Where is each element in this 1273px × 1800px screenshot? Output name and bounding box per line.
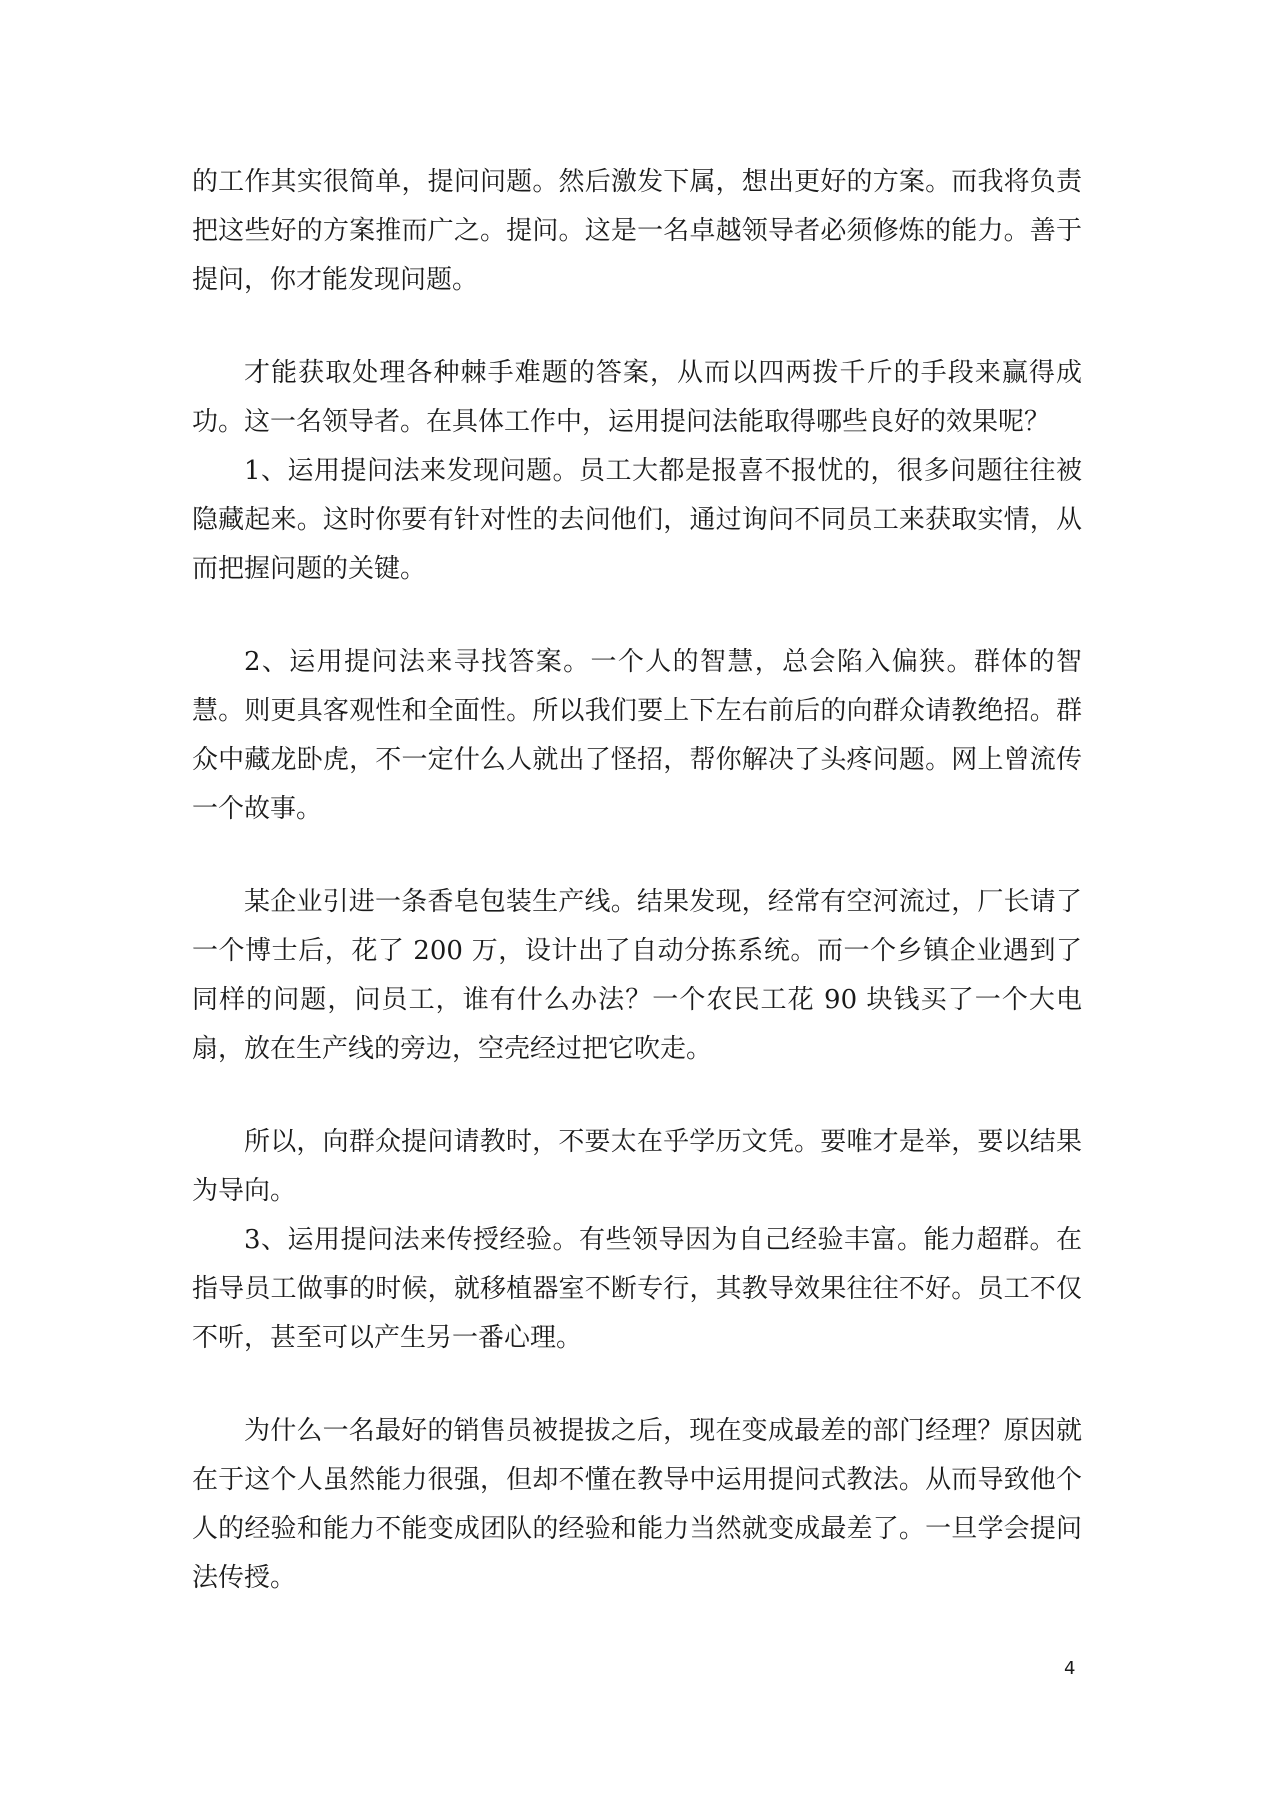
paragraph-1: 的工作其实很简单，提问问题。然后激发下属，想出更好的方案。而我将负责把这些好的方案推而广之。提问。这是一名卓越领导者必须修炼的能力。善于提问，你才能发现问题。 xyxy=(192,167,1082,295)
paragraph-8: 为什么一名最好的销售员被提拔之后，现在变成最差的部门经理？原因就在于这个人虽然能力很强，但却不懂在教导中运用提问式教法。从而导致他个人的经验和能力不能变成团队的经验和能力当然就变成最差了。一旦学会提问法传授。 xyxy=(192,1416,1082,1593)
page-number: 4 xyxy=(1064,1658,1076,1679)
paragraph-7: 3、运用提问法来传授经验。有些领导因为自己经验丰富。能力超群。在指导员工做事的时候，就移植器室不断专行，其教导效果往往不好。员工不仅不听，甚至可以产生另一番心理。 xyxy=(192,1225,1082,1353)
paragraph-3: 1、运用提问法来发现问题。员工大都是报喜不报忧的，很多问题往往被隐藏起来。这时你要有针对性的去问他们，通过询问不同员工来获取实情，从而把握问题的关键。 xyxy=(192,456,1082,584)
paragraph-4: 2、运用提问法来寻找答案。一个人的智慧，总会陷入偏狭。群体的智慧。则更具客观性和全面性。所以我们要上下左右前后的向群众请教绝招。群众中藏龙卧虎，不一定什么人就出了怪招，帮你解决了头疼问题。网上曾流传一个故事。 xyxy=(192,647,1082,824)
paragraph-6: 所以，向群众提问请教时，不要太在乎学历文凭。要唯才是举，要以结果为导向。 xyxy=(192,1127,1082,1206)
document-body xyxy=(192,158,1082,1603)
paragraph-2: 才能获取处理各种棘手难题的答案，从而以四两拨千斤的手段来赢得成功。这一名领导者。在具体工作中，运用提问法能取得哪些良好的效果呢？ xyxy=(192,358,1082,437)
paragraph-5: 某企业引进一条香皂包装生产线。结果发现，经常有空河流过，厂长请了一个博士后，花了 200 万，设计出了自动分拣系统。而一个乡镇企业遇到了同样的问题，问员工，谁有什么办法？一个农民工花 90 块钱买了一个大电扇，放在生产线的旁边，空壳经过把它吹走。 xyxy=(192,887,1082,1064)
